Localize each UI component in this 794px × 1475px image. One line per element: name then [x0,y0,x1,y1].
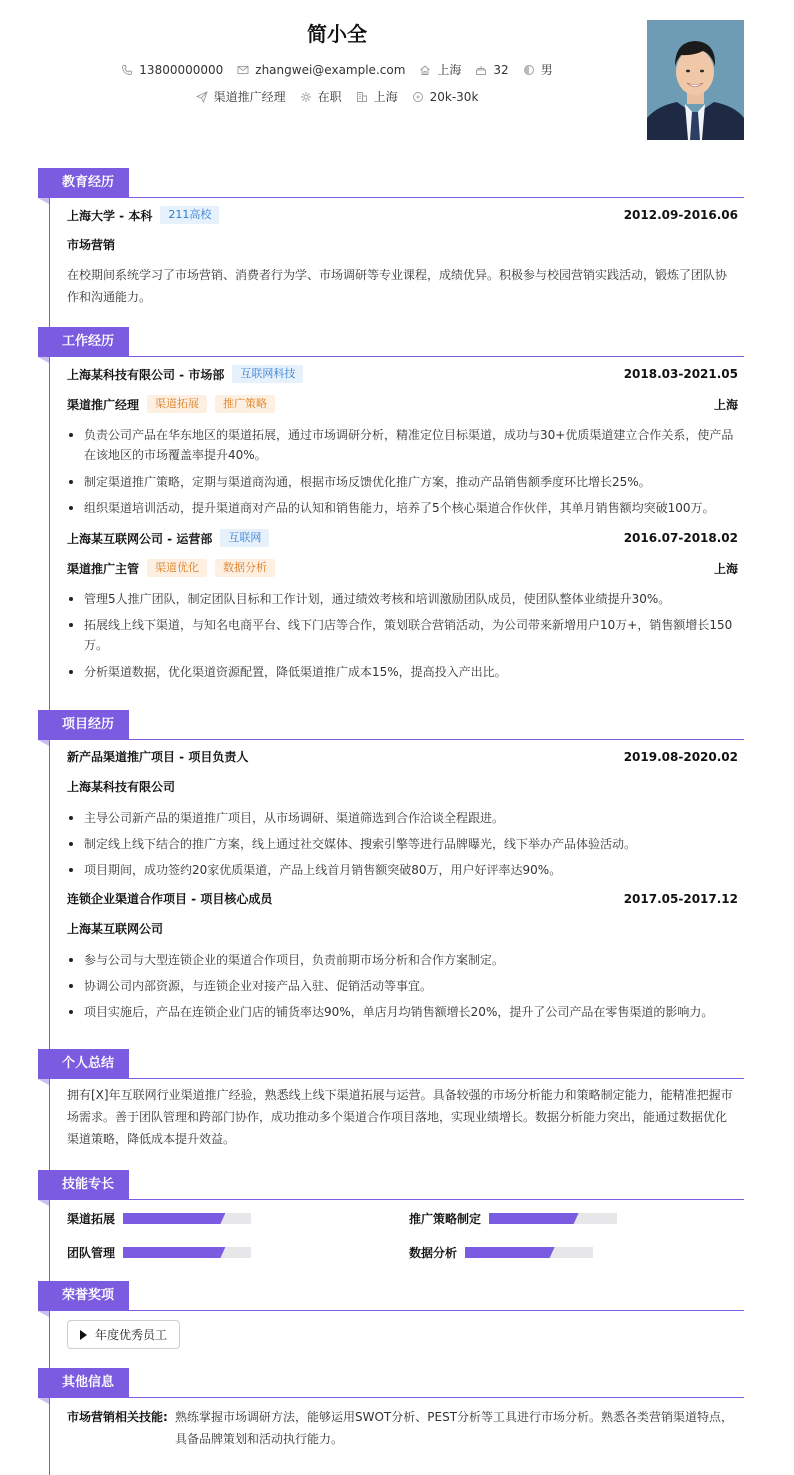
education-major-row [67,236,738,253]
job-intent-row [0,88,674,105]
role-tag: 推广策略 [215,395,275,413]
gender-icon [523,64,535,76]
gender-item [523,61,553,78]
phone-icon [121,64,133,76]
company-name: 上海某科技有限公司 - 市场部 [67,367,225,382]
section-work [38,327,744,357]
section-title: 荣誉奖项 [38,1281,129,1311]
position-text: 渠道推广经理 [213,90,286,104]
section-fold [38,1079,49,1085]
section-summary [38,1049,744,1079]
section-fold [38,1311,49,1317]
project-org: 上海某互联网公司 [67,922,164,936]
skill-name: 渠道拓展 [67,1212,116,1226]
other-label: 市场营销相关技能: [67,1410,168,1424]
send-icon [196,91,208,103]
work-header [67,529,738,547]
section-fold [38,198,49,204]
salary-text: 20k-30k [429,89,479,104]
award-chip [67,1320,180,1349]
section-rule [129,356,744,357]
company-tag: 互联网 [220,529,269,547]
award-name: 年度优秀员工 [95,1328,168,1342]
phone-text: 13800000000 [139,62,224,77]
email-text: zhangwei@example.com [255,62,406,77]
email-item [237,63,405,77]
project-bullet: 项目期间，成功签约20家优质渠道，产品上线首月销售额突破80万，用户好评率达90%。 [67,860,738,880]
company-name: 上海某互联网公司 - 运营部 [67,531,213,546]
skill-bar [465,1247,593,1258]
skill-name: 推广策略制定 [409,1212,482,1226]
salary-item [412,90,479,104]
skill-bar-fill [123,1213,225,1224]
summary-text: 拥有[X]年互联网行业渠道推广经验，熟悉线上线下渠道拓展与运营。具备较强的市场分析能力和策略制定能力，能精准把握市场需求。善于团队管理和跨部门协作，成功推动多个渠道合作项目落地，实现业绩增长。数据分析能力突出，能通过数据优化渠道策略，降低成本提升效益。 [67,1088,733,1146]
project-bullet: 参与公司与大型连锁企业的渠道合作项目，负责前期市场分析和合作方案制定。 [67,950,738,970]
contact-row [0,61,674,78]
skill-bar-fill [465,1247,555,1258]
project-bullet: 主导公司新产品的渠道推广项目，从市场调研、渠道筛选到合作洽谈全程跟进。 [67,808,738,828]
project-header [67,748,738,765]
work-date: 2018.03-2021.05 [623,367,738,381]
candidate-name: 简小全 [307,22,367,46]
section-rule [129,739,744,740]
location-item [419,61,461,78]
skill-bar [123,1247,251,1258]
status-icon [300,91,312,103]
section-rule [129,1078,744,1079]
phone-item [121,63,223,77]
project-title: 连锁企业渠道合作项目 - 项目核心成员 [67,892,273,906]
section-title: 教育经历 [38,168,129,198]
skill-item [409,1244,593,1261]
work-date: 2016.07-2018.02 [623,531,738,545]
skill-bar [123,1213,251,1224]
skill-bar-fill [123,1247,225,1258]
section-title: 工作经历 [38,327,129,357]
section-rule [129,197,744,198]
section-title: 其他信息 [38,1368,129,1398]
project-org-row [67,920,738,937]
section-fold [38,1200,49,1206]
home-icon [419,64,431,76]
status-text: 在职 [317,90,342,104]
building-icon [356,91,368,103]
section-title: 项目经历 [38,710,129,740]
position-item [196,88,286,105]
role-title: 渠道推广主管 [67,561,140,576]
skill-bar-fill [489,1213,579,1224]
section-fold [38,1398,49,1404]
skill-item [67,1210,251,1227]
age-icon [475,64,487,76]
skill-item [67,1244,251,1261]
education-header [67,206,738,224]
project-date: 2017.05-2017.12 [623,891,738,906]
age-item [475,63,508,77]
work-bullet: 负责公司产品在华东地区的渠道拓展，通过市场调研分析，精准定位目标渠道，成功与30+优质渠道建立合作关系，使产品在该地区的市场覆盖率提升40%。 [67,425,738,465]
city-item [356,88,398,105]
section-fold [38,740,49,746]
city-text: 上海 [373,90,398,104]
section-project [38,710,744,740]
project-bullet: 制定线上线下结合的推广方案，线上通过社交媒体、搜索引擎等进行品牌曝光，线下举办产品体验活动。 [67,834,738,854]
skill-item [409,1210,617,1227]
section-other [38,1368,744,1398]
age-text: 32 [493,62,509,77]
section-rule [129,1310,744,1311]
project-header [67,890,738,907]
other-text: 熟练掌握市场调研方法，能够运用SWOT分析、PEST分析等工具进行市场分析。熟悉各类营销渠道特点，具备品牌策划和活动执行能力。 [175,1410,734,1446]
work-header [67,365,738,383]
section-fold [38,357,49,363]
company-tag: 互联网科技 [232,365,303,383]
location-text: 上海 [437,63,462,77]
work-bullet: 组织渠道培训活动，提升渠道商对产品的认知和销售能力，培养了5个核心渠道合作伙伴，其单月销售额均突破100万。 [67,498,738,518]
skill-name: 团队管理 [67,1246,116,1260]
education-description: 在校期间系统学习了市场营销、消费者行为学、市场调研等专业课程，成绩优异。积极参与校园营销实践活动，锻炼了团队协作和沟通能力。 [67,268,728,304]
project-org: 上海某科技有限公司 [67,780,176,794]
school-name: 上海大学 - 本科 [67,208,153,223]
section-rule [129,1199,744,1200]
status-item [300,88,342,105]
role-tag: 渠道拓展 [147,395,207,413]
skill-name: 数据分析 [409,1246,458,1260]
section-rule [129,1397,744,1398]
work-bullet: 拓展线上线下渠道，与知名电商平台、线下门店等合作，策划联合营销活动，为公司带来新增用户10万+，销售额增长150万。 [67,615,738,655]
project-bullet: 项目实施后，产品在连锁企业门店的铺货率达90%，单店月均销售额增长20%，提升了公司产品在零售渠道的影响力。 [67,1002,738,1022]
work-bullet: 分析渠道数据，优化渠道资源配置，降低渠道推广成本15%，提高投入产出比。 [67,662,738,682]
mail-icon [237,64,249,76]
section-title: 个人总结 [38,1049,129,1079]
play-icon [80,1330,87,1340]
project-title: 新产品渠道推广项目 - 项目负责人 [67,750,249,764]
education-date: 2012.09-2016.06 [623,208,738,222]
section-education [38,168,744,198]
project-bullet: 协调公司内部资源，与连锁企业对接产品入驻、促销活动等事宜。 [67,976,738,996]
work-city: 上海 [713,397,738,412]
work-bullet: 管理5人推广团队，制定团队目标和工作计划，通过绩效考核和培训激励团队成员，使团队整体业绩提升30%。 [67,589,738,609]
major: 市场营销 [67,238,116,252]
role-tag: 渠道优化 [147,559,207,577]
skill-bar [489,1213,617,1224]
profile-photo [647,20,744,140]
section-skills [38,1170,744,1200]
work-city: 上海 [713,561,738,576]
timeline-line [49,168,50,1475]
role-title: 渠道推广经理 [67,397,140,412]
salary-icon [412,91,424,103]
work-role-row [67,559,738,577]
work-bullet: 制定渠道推广策略，定期与渠道商沟通，根据市场反馈优化推广方案，推动产品销售额季度环比增长25%。 [67,472,738,492]
school-tag: 211高校 [160,206,219,224]
section-honors [38,1281,744,1311]
role-tag: 数据分析 [215,559,275,577]
work-role-row [67,395,738,413]
project-org-row [67,778,738,795]
project-date: 2019.08-2020.02 [623,749,738,764]
section-title: 技能专长 [38,1170,129,1200]
gender-text: 男 [540,63,553,77]
